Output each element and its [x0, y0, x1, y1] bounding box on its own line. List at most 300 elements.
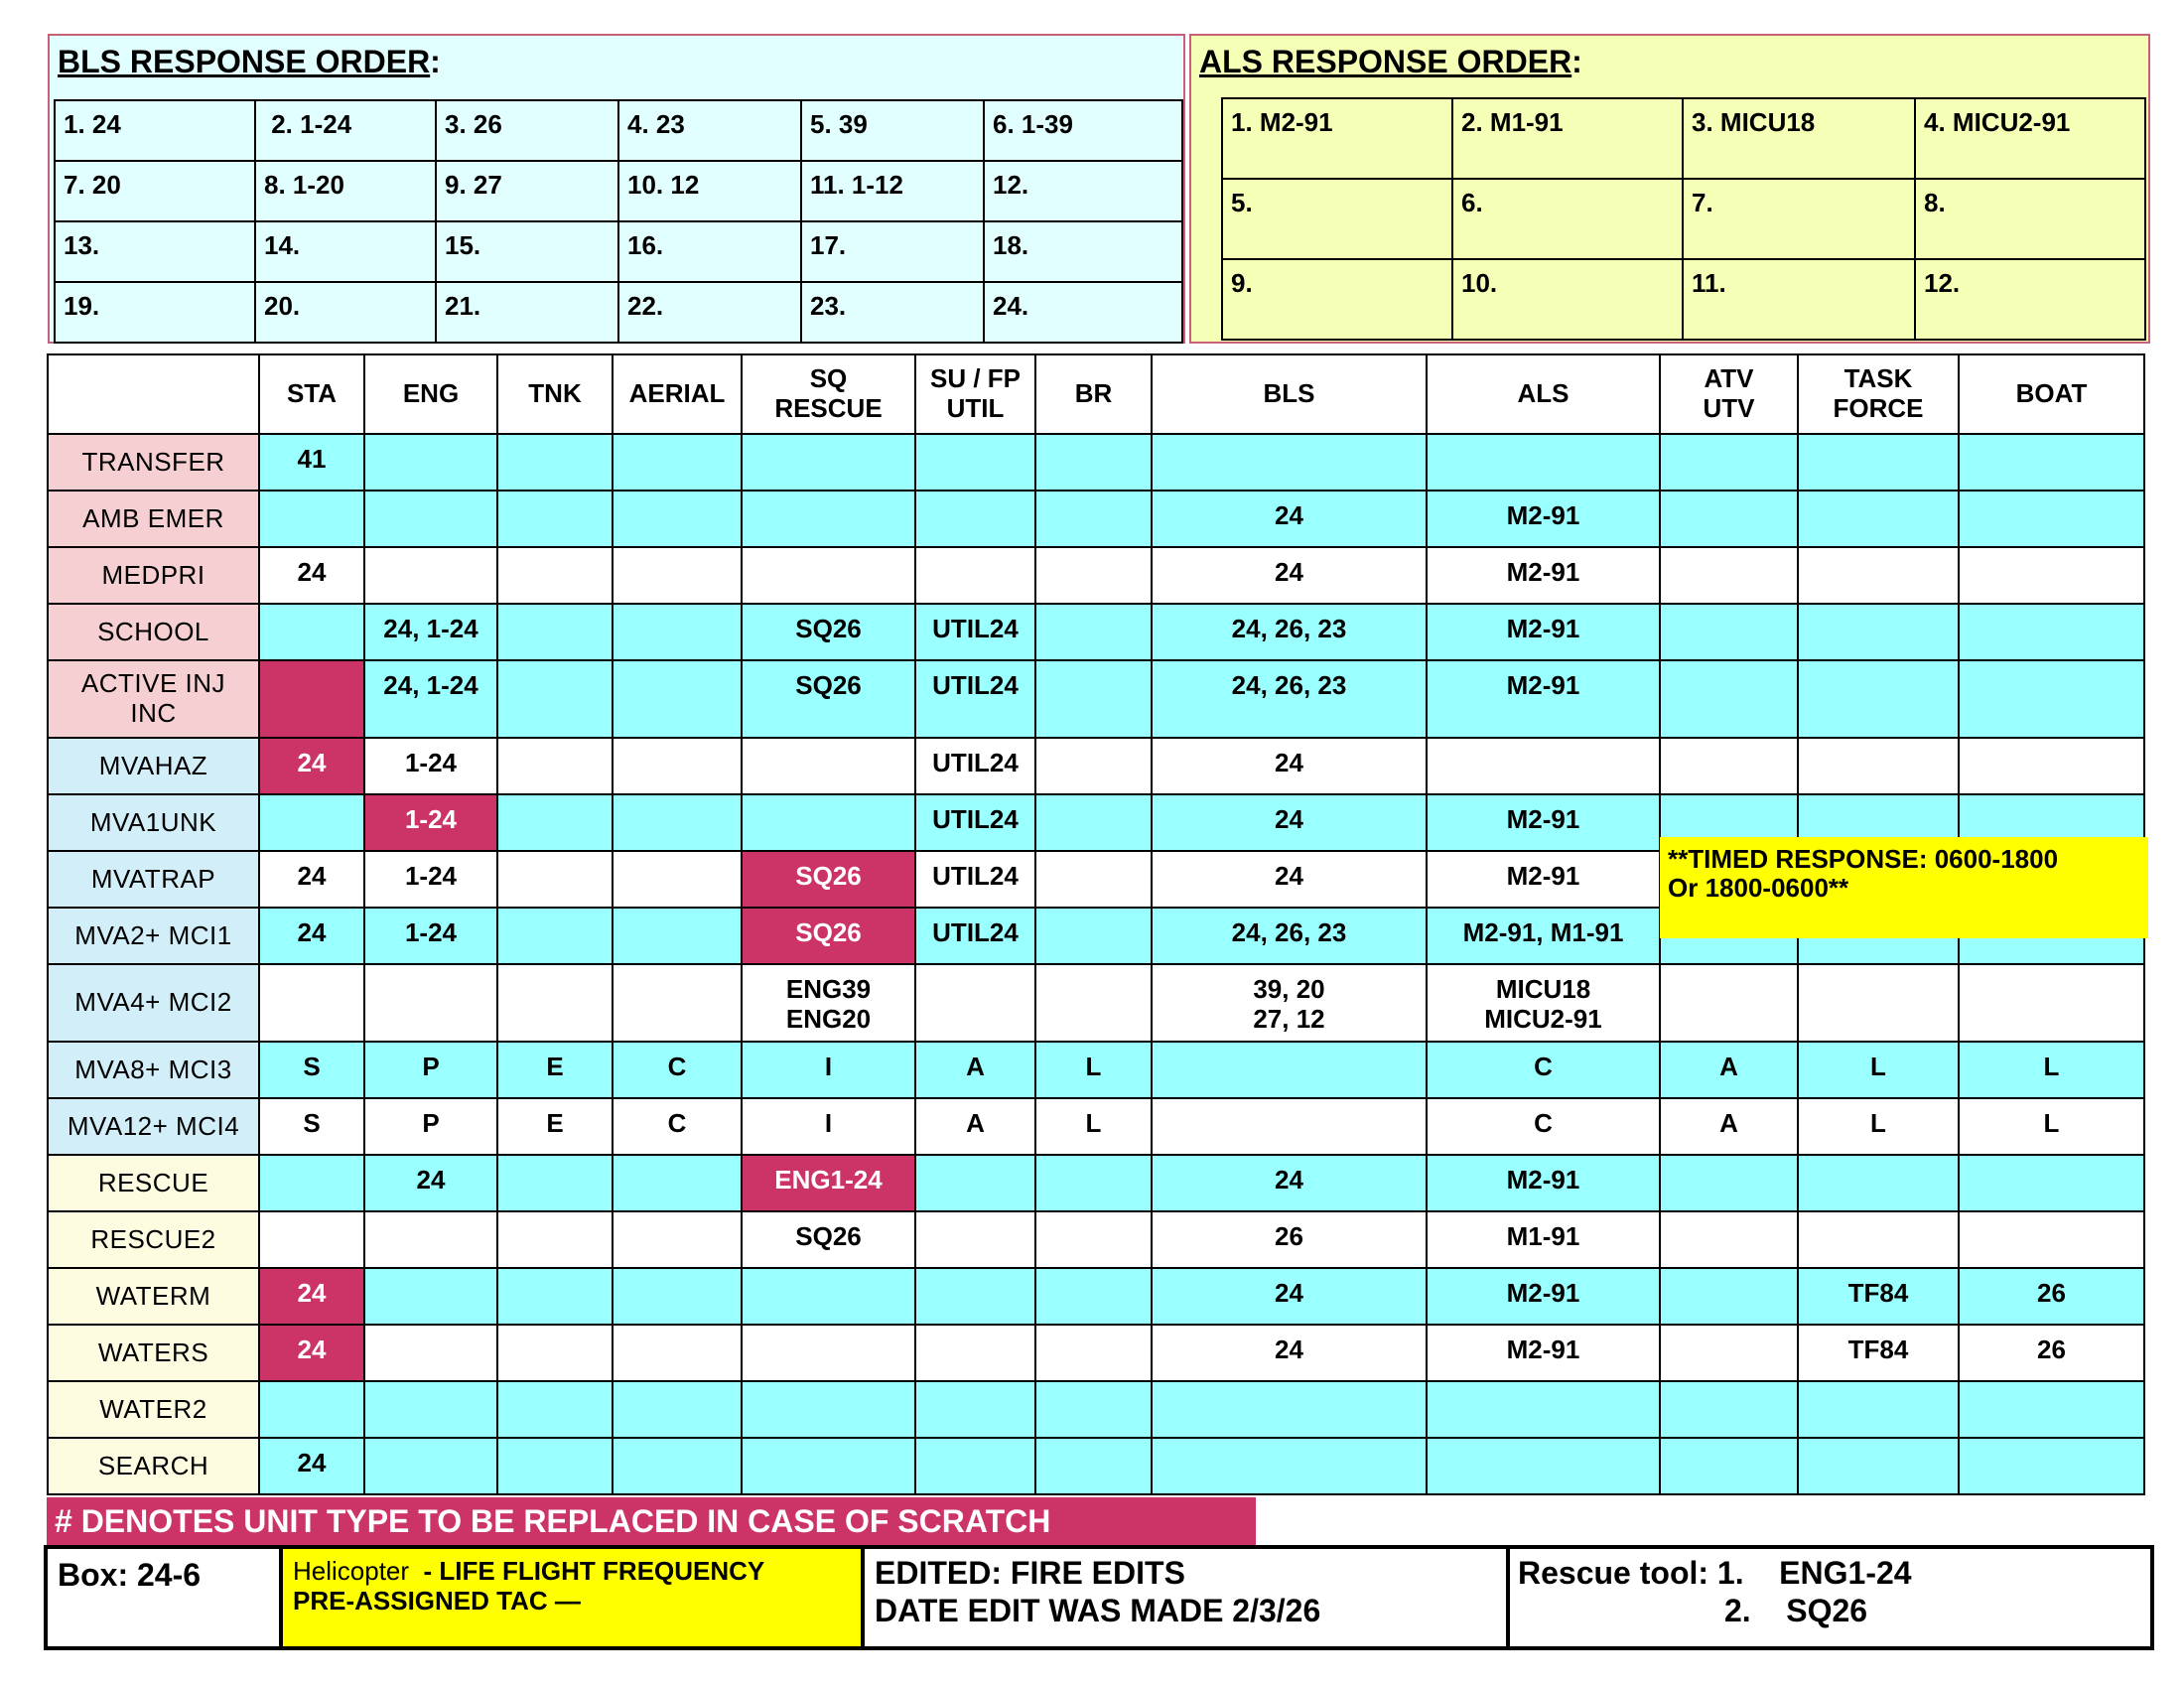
bls-order-slot: 4. 23 — [618, 100, 801, 161]
table-cell — [742, 794, 915, 851]
column-header: SQ RESCUE — [742, 354, 915, 434]
table-cell — [259, 491, 364, 547]
table-cell — [1035, 851, 1152, 908]
bls-order-slot: 17. — [801, 221, 984, 282]
table-cell — [1798, 1211, 1959, 1268]
table-cell: 24, 26, 23 — [1152, 908, 1427, 964]
table-cell — [1959, 547, 2144, 604]
bls-order-slot: 16. — [618, 221, 801, 282]
table-cell — [613, 434, 742, 491]
als-order-grid — [1221, 97, 2146, 341]
box-number: Box: 24-6 — [48, 1549, 283, 1646]
table-cell: P — [364, 1042, 497, 1098]
table-cell — [1035, 794, 1152, 851]
table-cell — [613, 1268, 742, 1325]
table-cell: 24 — [259, 738, 364, 794]
bls-order-slot: 18. — [984, 221, 1182, 282]
table-row — [48, 434, 2144, 491]
column-header: BLS — [1152, 354, 1427, 434]
table-cell — [1959, 1155, 2144, 1211]
bls-order-slot: 5. 39 — [801, 100, 984, 161]
table-cell: SQ26 — [742, 660, 915, 738]
table-cell — [1798, 660, 1959, 738]
table-cell — [1959, 1438, 2144, 1494]
table-cell: M2-91 — [1427, 851, 1660, 908]
table-cell — [497, 491, 613, 547]
table-cell: P — [364, 1098, 497, 1155]
bls-order-slot: 12. — [984, 161, 1182, 221]
table-cell — [742, 1268, 915, 1325]
table-cell: M2-91 — [1427, 604, 1660, 660]
table-cell — [497, 1155, 613, 1211]
table-row — [48, 738, 2144, 794]
table-cell: E — [497, 1042, 613, 1098]
call-type-label: WATER2 — [48, 1381, 259, 1438]
table-cell — [1035, 1381, 1152, 1438]
table-cell — [1152, 434, 1427, 491]
bls-order-slot: 7. 20 — [55, 161, 255, 221]
column-header: STA — [259, 354, 364, 434]
table-cell — [742, 1381, 915, 1438]
table-cell — [1035, 1211, 1152, 1268]
table-cell — [497, 1211, 613, 1268]
table-cell — [742, 491, 915, 547]
table-cell — [259, 660, 364, 738]
table-cell — [364, 1325, 497, 1381]
call-type-label: WATERM — [48, 1268, 259, 1325]
timed-response-note: **TIMED RESPONSE: 0600-1800 Or 1800-0600** — [1660, 837, 2148, 938]
table-cell — [1035, 908, 1152, 964]
bls-order-slot: 23. — [801, 282, 984, 343]
table-cell — [613, 1325, 742, 1381]
table-cell — [1035, 738, 1152, 794]
table-cell — [742, 434, 915, 491]
call-type-label: MVAHAZ — [48, 738, 259, 794]
table-cell: 1-24 — [364, 851, 497, 908]
table-cell: A — [1660, 1042, 1798, 1098]
als-order-slot: 8. — [1915, 179, 2145, 259]
table-cell — [1660, 604, 1798, 660]
call-type-label: TRANSFER — [48, 434, 259, 491]
table-cell — [1152, 1438, 1427, 1494]
table-cell: A — [915, 1098, 1035, 1155]
table-cell — [497, 1381, 613, 1438]
table-cell: 41 — [259, 434, 364, 491]
table-cell — [613, 908, 742, 964]
table-cell — [1959, 738, 2144, 794]
table-cell — [1427, 1438, 1660, 1494]
table-cell: 39, 20 27, 12 — [1152, 964, 1427, 1042]
table-cell: SQ26 — [742, 851, 915, 908]
als-order-slot: 2. M1-91 — [1452, 98, 1683, 179]
table-cell — [1798, 1155, 1959, 1211]
table-cell: M2-91 — [1427, 1155, 1660, 1211]
table-cell: UTIL24 — [915, 908, 1035, 964]
table-cell — [1959, 491, 2144, 547]
table-cell — [1660, 547, 1798, 604]
table-cell: 24 — [1152, 1268, 1427, 1325]
table-cell: M2-91 — [1427, 660, 1660, 738]
call-type-label: MVATRAP — [48, 851, 259, 908]
als-order-slot: 11. — [1683, 259, 1915, 340]
table-cell — [364, 964, 497, 1042]
bls-order-slot: 8. 1-20 — [255, 161, 436, 221]
table-cell — [613, 1211, 742, 1268]
column-header: TASK FORCE — [1798, 354, 1959, 434]
table-cell: 24 — [1152, 1325, 1427, 1381]
table-cell: 24, 1-24 — [364, 660, 497, 738]
table-cell — [915, 1381, 1035, 1438]
table-cell: 24 — [259, 908, 364, 964]
bls-order-row — [55, 221, 1182, 282]
column-header: BOAT — [1959, 354, 2144, 434]
table-header-row — [48, 354, 2144, 434]
table-cell: 24 — [259, 547, 364, 604]
table-cell: M1-91 — [1427, 1211, 1660, 1268]
bls-order-slot: 20. — [255, 282, 436, 343]
table-cell: 24 — [364, 1155, 497, 1211]
als-order-row — [1222, 259, 2145, 340]
table-cell: 24 — [1152, 851, 1427, 908]
table-cell: 24 — [259, 1268, 364, 1325]
table-cell: L — [1035, 1042, 1152, 1098]
table-cell: I — [742, 1098, 915, 1155]
table-cell — [364, 547, 497, 604]
bls-order-slot: 15. — [436, 221, 618, 282]
table-cell — [364, 1211, 497, 1268]
table-cell — [1660, 964, 1798, 1042]
table-cell — [613, 660, 742, 738]
helicopter-label: Helicopter — [293, 1556, 410, 1586]
edited-label: EDITED: FIRE EDITS — [875, 1555, 1185, 1591]
table-cell: C — [1427, 1042, 1660, 1098]
table-cell — [364, 1381, 497, 1438]
call-type-label: RESCUE — [48, 1155, 259, 1211]
table-cell — [364, 1268, 497, 1325]
table-row — [48, 1268, 2144, 1325]
table-row — [48, 1042, 2144, 1098]
column-header: ENG — [364, 354, 497, 434]
table-cell — [1035, 1438, 1152, 1494]
table-cell — [1152, 1098, 1427, 1155]
table-cell: UTIL24 — [915, 660, 1035, 738]
table-cell — [915, 964, 1035, 1042]
table-row — [48, 604, 2144, 660]
table-cell — [1959, 1211, 2144, 1268]
table-cell — [497, 1438, 613, 1494]
table-cell — [259, 1155, 364, 1211]
bls-order-slot: 24. — [984, 282, 1182, 343]
table-cell — [1660, 1381, 1798, 1438]
table-cell: ENG39 ENG20 — [742, 964, 915, 1042]
table-cell — [1035, 1325, 1152, 1381]
table-cell: SQ26 — [742, 908, 915, 964]
table-cell — [497, 738, 613, 794]
table-cell: S — [259, 1042, 364, 1098]
table-cell: I — [742, 1042, 915, 1098]
table-cell: M2-91 — [1427, 794, 1660, 851]
bls-order-slot: 19. — [55, 282, 255, 343]
als-order-slot: 12. — [1915, 259, 2145, 340]
table-cell — [613, 738, 742, 794]
table-cell — [1798, 604, 1959, 660]
edit-info-cell — [865, 1549, 1510, 1646]
bls-response-order-panel — [48, 34, 1185, 344]
bls-order-slot: 22. — [618, 282, 801, 343]
table-cell — [742, 738, 915, 794]
table-row — [48, 964, 2144, 1042]
life-flight-frequency-label: - LIFE FLIGHT FREQUENCY — [409, 1556, 765, 1586]
als-order-slot: 6. — [1452, 179, 1683, 259]
table-cell — [364, 1438, 497, 1494]
table-cell — [497, 660, 613, 738]
call-type-label: WATERS — [48, 1325, 259, 1381]
call-type-label: MEDPRI — [48, 547, 259, 604]
table-cell: L — [1959, 1098, 2144, 1155]
table-row — [48, 491, 2144, 547]
table-cell: 24 — [1152, 1155, 1427, 1211]
bls-order-slot: 3. 26 — [436, 100, 618, 161]
bls-order-slot: 11. 1-12 — [801, 161, 984, 221]
table-cell — [1660, 1438, 1798, 1494]
table-cell — [1959, 1381, 2144, 1438]
table-cell — [1660, 1211, 1798, 1268]
table-cell — [1035, 1155, 1152, 1211]
call-type-label: MVA12+ MCI4 — [48, 1098, 259, 1155]
column-header: ATV UTV — [1660, 354, 1798, 434]
bls-response-order-title: BLS RESPONSE ORDER: — [58, 44, 441, 79]
table-cell — [1959, 964, 2144, 1042]
column-header: TNK — [497, 354, 613, 434]
table-cell — [497, 1325, 613, 1381]
table-cell: 26 — [1152, 1211, 1427, 1268]
table-cell — [915, 434, 1035, 491]
table-cell: M2-91 — [1427, 491, 1660, 547]
pre-assigned-tac-label: PRE-ASSIGNED TAC — — [293, 1585, 581, 1616]
table-cell: 24 — [1152, 738, 1427, 794]
table-cell: 24 — [259, 1325, 364, 1381]
scratch-notice-banner: # DENOTES UNIT TYPE TO BE REPLACED IN CASE OF SCRATCH — [47, 1497, 1256, 1545]
table-cell: S — [259, 1098, 364, 1155]
call-type-label: SCHOOL — [48, 604, 259, 660]
table-cell — [1798, 738, 1959, 794]
table-cell: 24 — [1152, 491, 1427, 547]
table-cell — [1427, 1381, 1660, 1438]
table-cell — [742, 1438, 915, 1494]
column-header: BR — [1035, 354, 1152, 434]
table-cell — [1798, 964, 1959, 1042]
table-cell — [613, 1155, 742, 1211]
table-cell — [1798, 491, 1959, 547]
table-cell — [259, 1211, 364, 1268]
table-row — [48, 1438, 2144, 1494]
als-order-slot: 4. MICU2-91 — [1915, 98, 2145, 179]
als-response-order-title: ALS RESPONSE ORDER: — [1199, 44, 1582, 79]
table-cell: 26 — [1959, 1268, 2144, 1325]
call-type-label: RESCUE2 — [48, 1211, 259, 1268]
call-type-label: MVA2+ MCI1 — [48, 908, 259, 964]
als-order-slot: 1. M2-91 — [1222, 98, 1452, 179]
table-cell: 24 — [259, 1438, 364, 1494]
table-cell — [1035, 660, 1152, 738]
bls-order-slot: 6. 1-39 — [984, 100, 1182, 161]
table-cell — [915, 1155, 1035, 1211]
rescue-tool-cell — [1510, 1549, 2150, 1646]
table-cell — [613, 604, 742, 660]
table-cell — [915, 547, 1035, 604]
table-cell: ENG1-24 — [742, 1155, 915, 1211]
table-cell: 24 — [1152, 794, 1427, 851]
bls-order-slot: 21. — [436, 282, 618, 343]
table-cell — [1035, 604, 1152, 660]
table-cell: 1-24 — [364, 794, 497, 851]
table-cell: UTIL24 — [915, 851, 1035, 908]
table-cell — [1035, 1268, 1152, 1325]
column-header — [48, 354, 259, 434]
table-cell — [497, 547, 613, 604]
table-cell: TF84 — [1798, 1325, 1959, 1381]
table-cell — [613, 491, 742, 547]
table-row — [48, 1211, 2144, 1268]
bls-order-slot: 10. 12 — [618, 161, 801, 221]
bls-order-slot: 14. — [255, 221, 436, 282]
call-type-label: MVA1UNK — [48, 794, 259, 851]
table-cell: 24, 26, 23 — [1152, 604, 1427, 660]
table-cell: M2-91 — [1427, 547, 1660, 604]
als-order-slot: 3. MICU18 — [1683, 98, 1915, 179]
bls-order-row — [55, 100, 1182, 161]
table-cell: UTIL24 — [915, 794, 1035, 851]
table-cell: SQ26 — [742, 604, 915, 660]
table-cell — [613, 1381, 742, 1438]
als-response-order-panel — [1189, 34, 2150, 344]
table-cell: M2-91 — [1427, 1325, 1660, 1381]
table-cell: 1-24 — [364, 738, 497, 794]
table-cell — [497, 794, 613, 851]
table-cell — [1035, 491, 1152, 547]
table-cell — [613, 547, 742, 604]
table-cell — [1798, 1381, 1959, 1438]
table-cell — [1152, 1042, 1427, 1098]
table-cell — [613, 1438, 742, 1494]
table-cell: 24, 1-24 — [364, 604, 497, 660]
table-cell — [1427, 434, 1660, 491]
table-cell: 26 — [1959, 1325, 2144, 1381]
table-cell — [613, 794, 742, 851]
table-row — [48, 1098, 2144, 1155]
bls-order-slot: 2. 1-24 — [255, 100, 436, 161]
table-cell — [1798, 547, 1959, 604]
table-row — [48, 660, 2144, 738]
table-cell — [364, 491, 497, 547]
table-cell — [1660, 1268, 1798, 1325]
als-order-slot: 10. — [1452, 259, 1683, 340]
call-type-label: AMB EMER — [48, 491, 259, 547]
table-cell — [259, 794, 364, 851]
table-cell: C — [613, 1042, 742, 1098]
table-cell: 24, 26, 23 — [1152, 660, 1427, 738]
call-type-label: MVA8+ MCI3 — [48, 1042, 259, 1098]
table-cell: A — [1660, 1098, 1798, 1155]
table-cell: E — [497, 1098, 613, 1155]
als-order-row — [1222, 98, 2145, 179]
table-cell — [742, 1325, 915, 1381]
table-row — [48, 1325, 2144, 1381]
table-cell: L — [1798, 1042, 1959, 1098]
table-row — [48, 547, 2144, 604]
column-header: AERIAL — [613, 354, 742, 434]
call-type-label: MVA4+ MCI2 — [48, 964, 259, 1042]
table-cell — [915, 491, 1035, 547]
table-cell: TF84 — [1798, 1268, 1959, 1325]
table-cell — [1660, 1325, 1798, 1381]
table-cell — [497, 604, 613, 660]
table-cell — [1959, 604, 2144, 660]
table-cell: L — [1798, 1098, 1959, 1155]
column-header: SU / FP UTIL — [915, 354, 1035, 434]
table-cell: 1-24 — [364, 908, 497, 964]
table-cell — [1035, 547, 1152, 604]
table-cell — [1798, 434, 1959, 491]
table-cell: L — [1959, 1042, 2144, 1098]
table-cell — [915, 1325, 1035, 1381]
table-cell: 24 — [259, 851, 364, 908]
als-order-row — [1222, 179, 2145, 259]
table-cell — [1660, 434, 1798, 491]
table-cell — [1798, 1438, 1959, 1494]
bls-order-row — [55, 161, 1182, 221]
rescue-tool-2: 2. SQ26 — [1724, 1592, 1868, 1628]
table-cell: L — [1035, 1098, 1152, 1155]
table-cell — [1660, 660, 1798, 738]
table-cell — [613, 964, 742, 1042]
table-cell — [259, 964, 364, 1042]
bls-order-slot: 13. — [55, 221, 255, 282]
table-cell — [915, 1268, 1035, 1325]
bls-order-row — [55, 282, 1182, 343]
table-cell: MICU18 MICU2-91 — [1427, 964, 1660, 1042]
als-order-slot: 7. — [1683, 179, 1915, 259]
bls-order-slot: 1. 24 — [55, 100, 255, 161]
table-row — [48, 1155, 2144, 1211]
table-cell — [497, 964, 613, 1042]
table-cell — [1959, 660, 2144, 738]
date-edit-label: DATE EDIT WAS MADE 2/3/26 — [875, 1592, 1321, 1628]
rescue-tool-1: Rescue tool: 1. ENG1-24 — [1518, 1555, 1912, 1591]
call-type-label: ACTIVE INJ INC — [48, 660, 259, 738]
table-cell — [364, 434, 497, 491]
als-order-slot: 5. — [1222, 179, 1452, 259]
table-cell — [259, 604, 364, 660]
table-cell: UTIL24 — [915, 738, 1035, 794]
table-cell — [259, 1381, 364, 1438]
table-cell — [1035, 964, 1152, 1042]
table-cell — [497, 1268, 613, 1325]
table-cell: M2-91, M1-91 — [1427, 908, 1660, 964]
table-cell — [742, 547, 915, 604]
table-cell — [613, 851, 742, 908]
table-cell: SQ26 — [742, 1211, 915, 1268]
table-cell — [1152, 1381, 1427, 1438]
table-cell: UTIL24 — [915, 604, 1035, 660]
table-cell: C — [1427, 1098, 1660, 1155]
helicopter-frequency-cell — [283, 1549, 865, 1646]
table-cell — [1660, 738, 1798, 794]
table-cell: A — [915, 1042, 1035, 1098]
table-cell — [497, 434, 613, 491]
column-header: ALS — [1427, 354, 1660, 434]
table-cell: C — [613, 1098, 742, 1155]
